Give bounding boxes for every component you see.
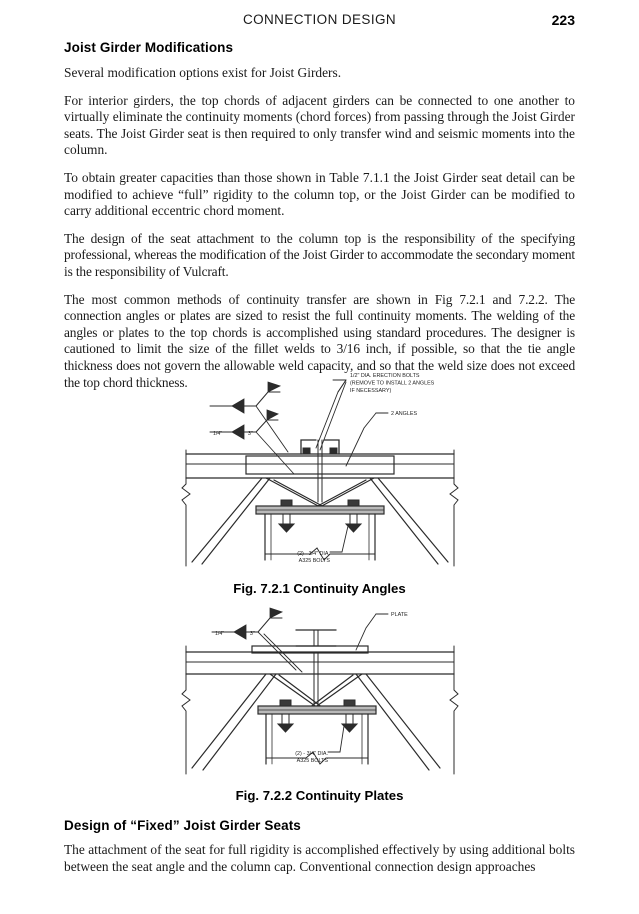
weld-length-label-fig2: 3" [249,631,255,637]
page-number: 223 [551,12,575,28]
weld-size-label-fig2: 1/4" [214,631,224,637]
a325-bolts-label-line2-fig1: A325 BOLTS [298,558,330,564]
paragraph-6: The attachment of the seat for full rigidity is accomplished effectively by using additional bolts between the seat angle and the column cap. Conventional connection design approaches [64,842,575,874]
figure-7-2-1-caption: Fig. 7.2.1 Continuity Angles [233,581,406,596]
paragraph-2: For interior girders, the top chords of adjacent girders can be connected to one another to virtually eliminate the continuity moments (chord forces) from passing through the Joist Girder seats. The Joist Girder seat is then required to only transfer wind and seismic moments into the column. [64,92,575,158]
a325-bolts-label-line1-fig1: (2) - 3/4" DIA. [296,551,330,557]
erection-bolts-label-line2: (REMOVE TO INSTALL 2 ANGLES [349,380,434,387]
figure-7-2-1 [64,366,575,596]
document-body-lower [64,812,575,875]
page-title: Joist Girder Modifications [64,40,234,55]
two-angles-label: 2 ANGLES [390,411,417,417]
page-header [64,12,575,34]
figure-7-2-2-drawing [170,604,470,782]
a325-bolts-label-line1-fig2: (2) - 3/4" DIA. [294,751,328,757]
paragraph-3: To obtain greater capacities than those shown in Table 7.1.1 the Joist Girder seat detail can be modified to achieve “full” rigidity to the column top, or the Joist Girder can be modified to carry additional eccentric chord moment. [64,169,575,219]
figure-7-2-2 [64,604,575,803]
erection-bolts-label-line1: 1/2" DIA. ERECTION BOLTS [349,373,420,379]
document-body [64,40,575,391]
a325-bolts-label-line2-fig2: A325 BOLTS [296,758,328,764]
plate-label: PLATE [390,612,408,618]
weld-length-label-fig1: 3" [247,431,253,437]
figure-7-2-1-drawing [170,366,470,571]
weld-size-label-fig1: 1/4" [212,431,222,437]
paragraph-1: Several modification options exist for Joist Girders. [64,65,342,80]
figure-7-2-2-caption: Fig. 7.2.2 Continuity Plates [235,788,404,803]
section-heading-fixed-seats: Design of “Fixed” Joist Girder Seats [64,818,301,833]
erection-bolts-label-line3: IF NECESSARY) [349,388,391,394]
paragraph-4: The design of the seat attachment to the column top is the responsibility of the specifying professional, whereas the modification of the Joist Girder to accommodate the secondary moment is the responsibility of Vulcraft. [64,230,575,279]
header-title: CONNECTION DESIGN [242,12,397,27]
paragraph-5: The most common methods of continuity transfer are shown in Fig 7.2.1 and 7.2.2. The connection angles or plates are sized to resist the full continuity moments. The welding of the angles or plates to the top chords is accomplished using standard procedures. The designer is cautioned to limit the size of the fillet welds to 3/16 inch, if possible, so that the tie angle thickness does not govern the allowable weld capacity, and so that the weld size does not exceed the top chord thickness. [64,291,575,390]
